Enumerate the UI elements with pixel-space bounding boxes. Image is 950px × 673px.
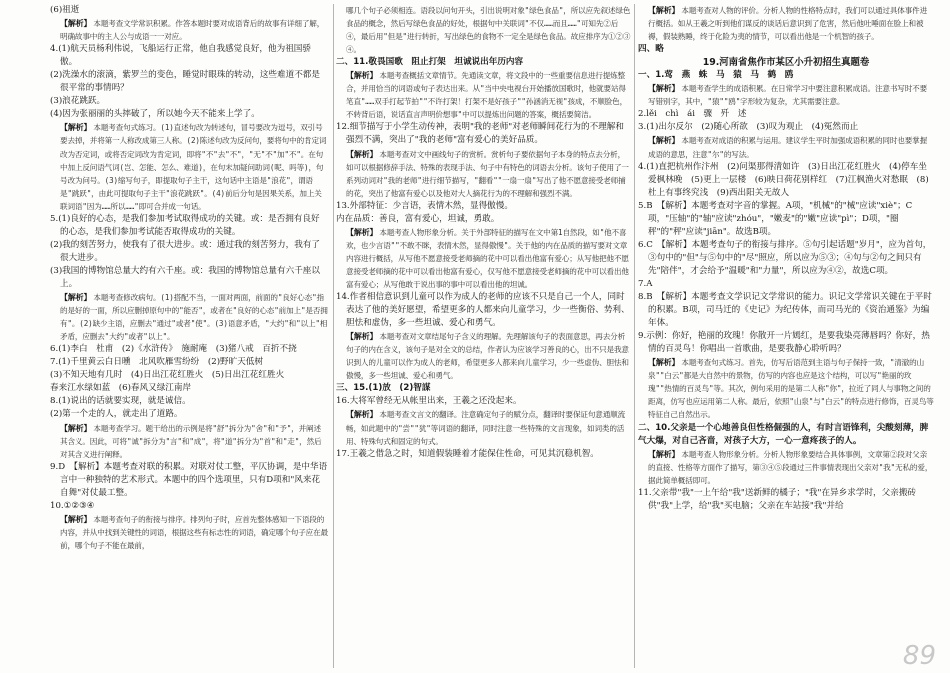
analysis-tag: 【解析】 [60, 19, 92, 29]
analysis-tag: 【解析】 [346, 71, 378, 81]
analysis-note [638, 134, 934, 160]
answer-line: 13.外部特征：少言语，表情木然，显得傲慢。 [336, 200, 513, 211]
exam-title: 19.河南省焦作市某区小升初招生真题卷 [702, 57, 870, 69]
answer-line: 16.大将军曾经无从帐里出来，王羲之还没起来。 [336, 396, 522, 407]
analysis-note [336, 226, 632, 291]
analysis-text: 本题考查人物形象分析。关于外部特征的描写在文中第1自然段，如"他不喜欢，也少言语""不敢不眯，表情木然，显得傲慢"。关于他的内在品质的描写要对文章内容进行概括，从写他不愿意接受老师摘的花中可以看出他富有爱心；从写他把他不愿意接受老师摘的花中可以看出他富有爱心，仅写他不愿意接受老师摘的花中可以看出他富有爱心；从写他敢于说出事的事中可以看出他的坦诚。 [346, 227, 629, 289]
analysis-tag: 【解析】 [60, 423, 92, 433]
answer-line: 12.细节描写于小学生动传神，表明"我的老师"对老师瞬间花行为的不理解和强烈不满，突出了"我的老师"富有爱心的美好品质。 [336, 122, 624, 146]
answer-line: (2)我的刻苦努力，使我有了很大进步。或：通过我的刻苦努力，我有了很大进步。 [50, 239, 320, 263]
analysis-note [638, 356, 934, 421]
analysis-text: 本题考查学习。题干给出的示例是将"舒"拆分为"舍"和"予"，并阐述其含义。因此，可将"诚"拆分为"言"和"成"，将"道"拆分为"首"和"走"，然后对其含义进行阐释。 [60, 423, 322, 459]
section-answer: 四、略 [638, 44, 664, 55]
analysis-tag: 【解析】 [648, 449, 680, 459]
answer-line: 8.(1)说出的话就要实现，就是诚信。 [50, 396, 191, 407]
answer-line: 内在品质：善良，富有爱心，坦诚，勇敢。 [336, 213, 500, 224]
analysis-tag: 【解析】 [60, 514, 92, 524]
analysis-tag: 【解析】 [60, 123, 92, 133]
answer-line: 5.(1)良好的心态，是我们参加考试取得成功的关键。或：是否拥有良好的心态，是我们参加考试能否取得成功的关键。 [50, 213, 320, 237]
analysis-text: 本题考查修改病句。(1)搭配不当，一面对两面，前面的"良好心态"指的是好的一面，所以应删掉原句中的"能否"，或者在"良好的心态"前加上"是否拥有"。(2)缺少主语，应删去"通过"或者"使"。(3)语意矛盾，"大约"和"以上"相矛盾，应删去"大约"或者"以上"。 [60, 293, 328, 342]
analysis-text: 本题考查句式练习。(1)直述句改为转述句，冒号要改为逗号，双引号要去掉，并将第一人称改成第三人称。(2)陈述句改为反问句，要将句中的肯定词改为否定词，或将否定词改为肯定词，即将"不"去"不"，"无"不"加"不"。在句中加上反问语气词(岂、怎能、怎么、难道)，在句末加疑问助词(呢、吗等)，句号改为问号。(3)缩写句子，即提取句子主干，这句话中主语是"浪花"，谓语是"跳跃"，由此可提取句子主干"浪花跳跃"。(4)前后分句是因果关系，加上关联词语"因为……所以……"即可合并成一句话。 [60, 123, 327, 211]
analysis-note [50, 513, 328, 552]
analysis-text: 本题考查学生的成语积累。在日常学习中要注意积累成语。注意书写时不要写错别字，其中，"猿""鸥"字形较为复杂，尤其需要注意。 [648, 84, 928, 107]
analysis-tag: 【解析】 [648, 358, 680, 368]
answer-line: 6.C 【解析】本题考查句子的衔接与排序。⑤句引起话题"岁月"，应为首句，③句中的"但"与⑤句中的"尽"照应，所以应为⑤③；④句与②句之间只有先"陪伴"，才会给予"温暖"和"力量"，所以应为④②，故选C项。 [638, 239, 932, 276]
analysis-tag: 【解析】 [648, 84, 680, 94]
answer-line: (2)洗澡水的滚滴，紫罗兰的变色，睡觉时眼珠的转动，这些难道不都是很平常的事情吗？ [50, 70, 320, 94]
analysis-note [50, 121, 328, 212]
answer-line: (3)不知天地有几时 (4)日出江花红胜火 (5)日出江花红胜火 [50, 370, 285, 381]
analysis-note [50, 422, 328, 461]
analysis-text: 本题考查对文章结尾句子含义的理解。先理解该句子的表面意思，再去分析句子的内在含义，该句子是对全文的总结，作者认为应该学习善良的心，出不只是我意识到人的儿童可以作为成人的老师，希望更多人都来向儿童学习，少一些虚伪、胆怯和傲慢，多一些坦诚、爱心和勇气。 [346, 332, 629, 381]
answer-line: 4.(1)直把杭州作汴州 (2)问渠那得清如许 (3)日出江花红胜火 (4)停车坐爱枫林晚 (5)更上一层楼 (6)映日荷花别样红 (7)江枫渔火对愁眠 (8)杜上有事终究浅 (9)西出阳关无故人 [638, 161, 929, 198]
analysis-text: 本题考查人物形象分析。分析人物形象要结合具体事例，文章第②段对父亲的直接、性格等方面作了描写，第③④⑤段通过三件事情表现出父亲对"我"无私的爱，据此简单概括即可。 [648, 449, 933, 485]
answer-line: (3)我国的博物馆总量大约有六千座。或：我国的博物馆总量有六千座以上。 [50, 265, 320, 289]
answer-line: 11.父亲带"我"一上午给"我"送新鲜的橘子；"我"在异乡求学时，父亲搬砖供"我"上学，给"我"买电脑；父亲在车站接"我"并给 [638, 487, 917, 511]
analysis-note [336, 4, 632, 56]
analysis-text: 本题考查文言文的翻译。注意确定句子的赋分点，翻译时要保证句意通顺流畅，如此题中的"尝""犹"等词语的翻译，同时注意一些特殊的文言现象，如词类的活用、特殊句式和固定的句式。 [346, 410, 626, 446]
analysis-note [50, 291, 328, 343]
analysis-text: 本题考查概括文章情节。先通读文章，将文段中的一些重要信息进行提炼整合，并用恰当的词语或句子表达出来。从"当中央电视台开始播放国歌时，他就要站得笔直"……双手打起节拍""不许打架！打架不是好孩子""孙涵消无视"孩成，不顺脸色，不转背后语，说话直言声明价想事"中可以提炼出问题的答案，概括要简洁。 [346, 71, 628, 120]
analysis-note [336, 330, 632, 382]
answer-line: (4)因为张丽丽的头摔破了，所以她今天不能来上学了。 [50, 109, 260, 120]
analysis-tag: 【解析】 [346, 410, 378, 420]
analysis-note [638, 4, 934, 43]
analysis-note [638, 448, 934, 487]
section-answer: 二、11.敬畏国歌 阻止打架 坦诚说出年历内容 [336, 57, 524, 68]
analysis-note [638, 82, 934, 108]
analysis-tag: 【解析】 [648, 136, 680, 146]
answer-line: 10.①②③④ [50, 500, 95, 511]
analysis-note [336, 148, 632, 200]
answer-line: 7.(1)千里黄云白日曛 北风吹雁雪纷纷 (2)野旷天低树 [50, 357, 264, 368]
answer-line: 9.D 【解析】本题考查对联的积累。对联对仗工整，平仄协调，是中华语言中一种独特的艺术形式。本题中的四个选项里，只有D项和"风来花自舞"对仗最工整。 [50, 461, 328, 498]
analysis-note [336, 69, 632, 121]
answer-line: 4.(1)航天员杨利伟说，飞船运行正常，他自我感觉良好，他为祖国骄傲。 [50, 44, 311, 68]
analysis-text: 本题考查对人物的评价。分析人物的性格特点时，我们可以通过具体事件进行概括。如从王羲之听到他们谋反的谈话后意识到了危害，然后他吐唾面在脸上和被褥，假装熟睡，终于化险为夷的情节，可以看出他是一个机智的孩子。 [648, 6, 928, 42]
answer-line: 2.lěi chì ái 骤 歼 述 [638, 109, 747, 120]
answer-line: 6.(1)李白 杜甫 (2)《水浒传》 施耐庵 (3)猪八戒 百折不挠 [50, 344, 297, 355]
answer-line: (6)祖逝 [50, 5, 80, 15]
analysis-text: 本题考查对文中画线句子的赏析。赏析句子要依据句子本身的特点去分析，如可以根据修辞手法、特殊的表现手法、句子中有特色的词语去分析。该句子使用了一系列动词对"我的老师"进行细节描写，"翻看""一扇一扇"写出了他不愿意接受老师捕的花，突出了他富有爱心以及他对大人摘花行为的不理解和强烈不满。 [346, 149, 629, 198]
analysis-text: 本题考查句式练习。首先，仿写后语范到主语与句子保持一致，"清澈的山泉""白云"都是大自然中的景物，仿写的内容也应是这个结构，可以写"艳丽的玫瑰""热情的百灵鸟"等。其次，例句采用的是第二人称"你"，拉近了同人与事物之间的距离，仿写也应运用第二人称。最后，依照"山泉"与"白云"的特点进行修饰，百灵鸟等特征自己自然出示。 [648, 358, 934, 420]
page-number: 89 [902, 641, 936, 671]
column-middle [336, 4, 632, 670]
analysis-text: 本题考查对成语的积累与运用。建议学生平时加强成语积累的同时也要掌握成语的意思，注意"尔"的写法。 [648, 136, 928, 159]
answer-line: 春来江水绿如蓝 (6)春风又绿江南岸 [50, 383, 192, 394]
column-divider [634, 4, 635, 668]
analysis-text: 哪几个句子必须相连。语段以问句开头，引出说明对象"绿色食品"，所以应先叙述绿色食品的概念，然后写绿色食品的好处，根据句中关联词"不仅……而且……"可知先②后④，最后用"但是"进行转折，写出绿色的食物不一定全是绿色食品。故应排序为①②③④。 [346, 6, 631, 55]
answer-line: 3.(1)出尔反尔 (2)随心所欲 (3)叹为观止 (4)冤然而止 [638, 122, 859, 133]
column-right [638, 4, 934, 670]
answer-line: 14.作者相信意识到儿童可以作为成人的老师的应该不只是自己一个人，同时表达了他的美好愿望，希望更多的人都来向儿童学习，少一些衡俗、势利、胆怯和虚伪，多一些坦诚、爱心和勇气。 [336, 292, 630, 329]
answer-line: 5.B 【解析】本题考查对字音的掌握。A项，"机械"的"械"应读"xiè"；C项，"压轴"的"轴"应读"zhóu"，"嫩麦"的"嫩"应读"pì"；D项，"圈秤"的"秤"应读"jiān"。故选B项。 [638, 200, 913, 237]
analysis-tag: 【解析】 [346, 332, 378, 342]
analysis-tag: 【解析】 [648, 6, 680, 15]
answer-line: (2)第一个走的人，就走出了道路。 [50, 409, 183, 420]
analysis-tag: 【解析】 [346, 227, 378, 237]
analysis-tag: 【解析】 [346, 149, 378, 159]
analysis-note [50, 17, 328, 43]
column-divider [333, 4, 334, 668]
answer-line: 7.A [638, 278, 653, 289]
analysis-tag: 【解析】 [60, 293, 92, 303]
answer-line: (3)浪花跳跃。 [50, 96, 106, 107]
analysis-text: 本题考查文学常识积累。作答本题时要对成语背后的故事有详细了解，明确故事中的主人公与成语一一对应。 [60, 19, 325, 42]
answer-line: 9.示例：你好，艳丽的玫瑰！你散开一片嫣红，是要我染亮薄唇吗？你好，热情的百灵鸟！你唱出一首歌曲，是要我静心聆听吗？ [638, 331, 930, 355]
section-answer: 一、1.莺 燕 蛛 马 猿 马 鹤 鸥 [638, 70, 794, 81]
answer-line: 17.王羲之借急之时，知道假装睡着才能保住性命，可见其沉稳机智。 [336, 448, 599, 459]
answer-line: 8.B 【解析】本题考查文学识记文学常识的能力。识记文学常识关键在于平时的积累。B项，司马迁的《史记》为纪传体，而司马光的《资治通鉴》为编年体。 [638, 292, 932, 329]
section-answer: 二、10.父亲是一个心地善良但性格倔强的人，有时言语锋利，尖酸刻薄，脾气大爆，对自己吝啬，对孩子大方，一心一意疼孩子的人。 [638, 422, 929, 446]
column-left [50, 4, 328, 670]
section-answer: 三、15.(1)放 (2)智謀 [336, 383, 431, 394]
analysis-text: 本题考查句子的衔接与排序。排列句子时，应首先整体感知一下语段的内容，并从中找到关键性的词语，根据这些有标志性的词语，确定哪个句子应在最前，哪个句子不能在最前， [60, 514, 328, 550]
analysis-note [336, 408, 632, 447]
